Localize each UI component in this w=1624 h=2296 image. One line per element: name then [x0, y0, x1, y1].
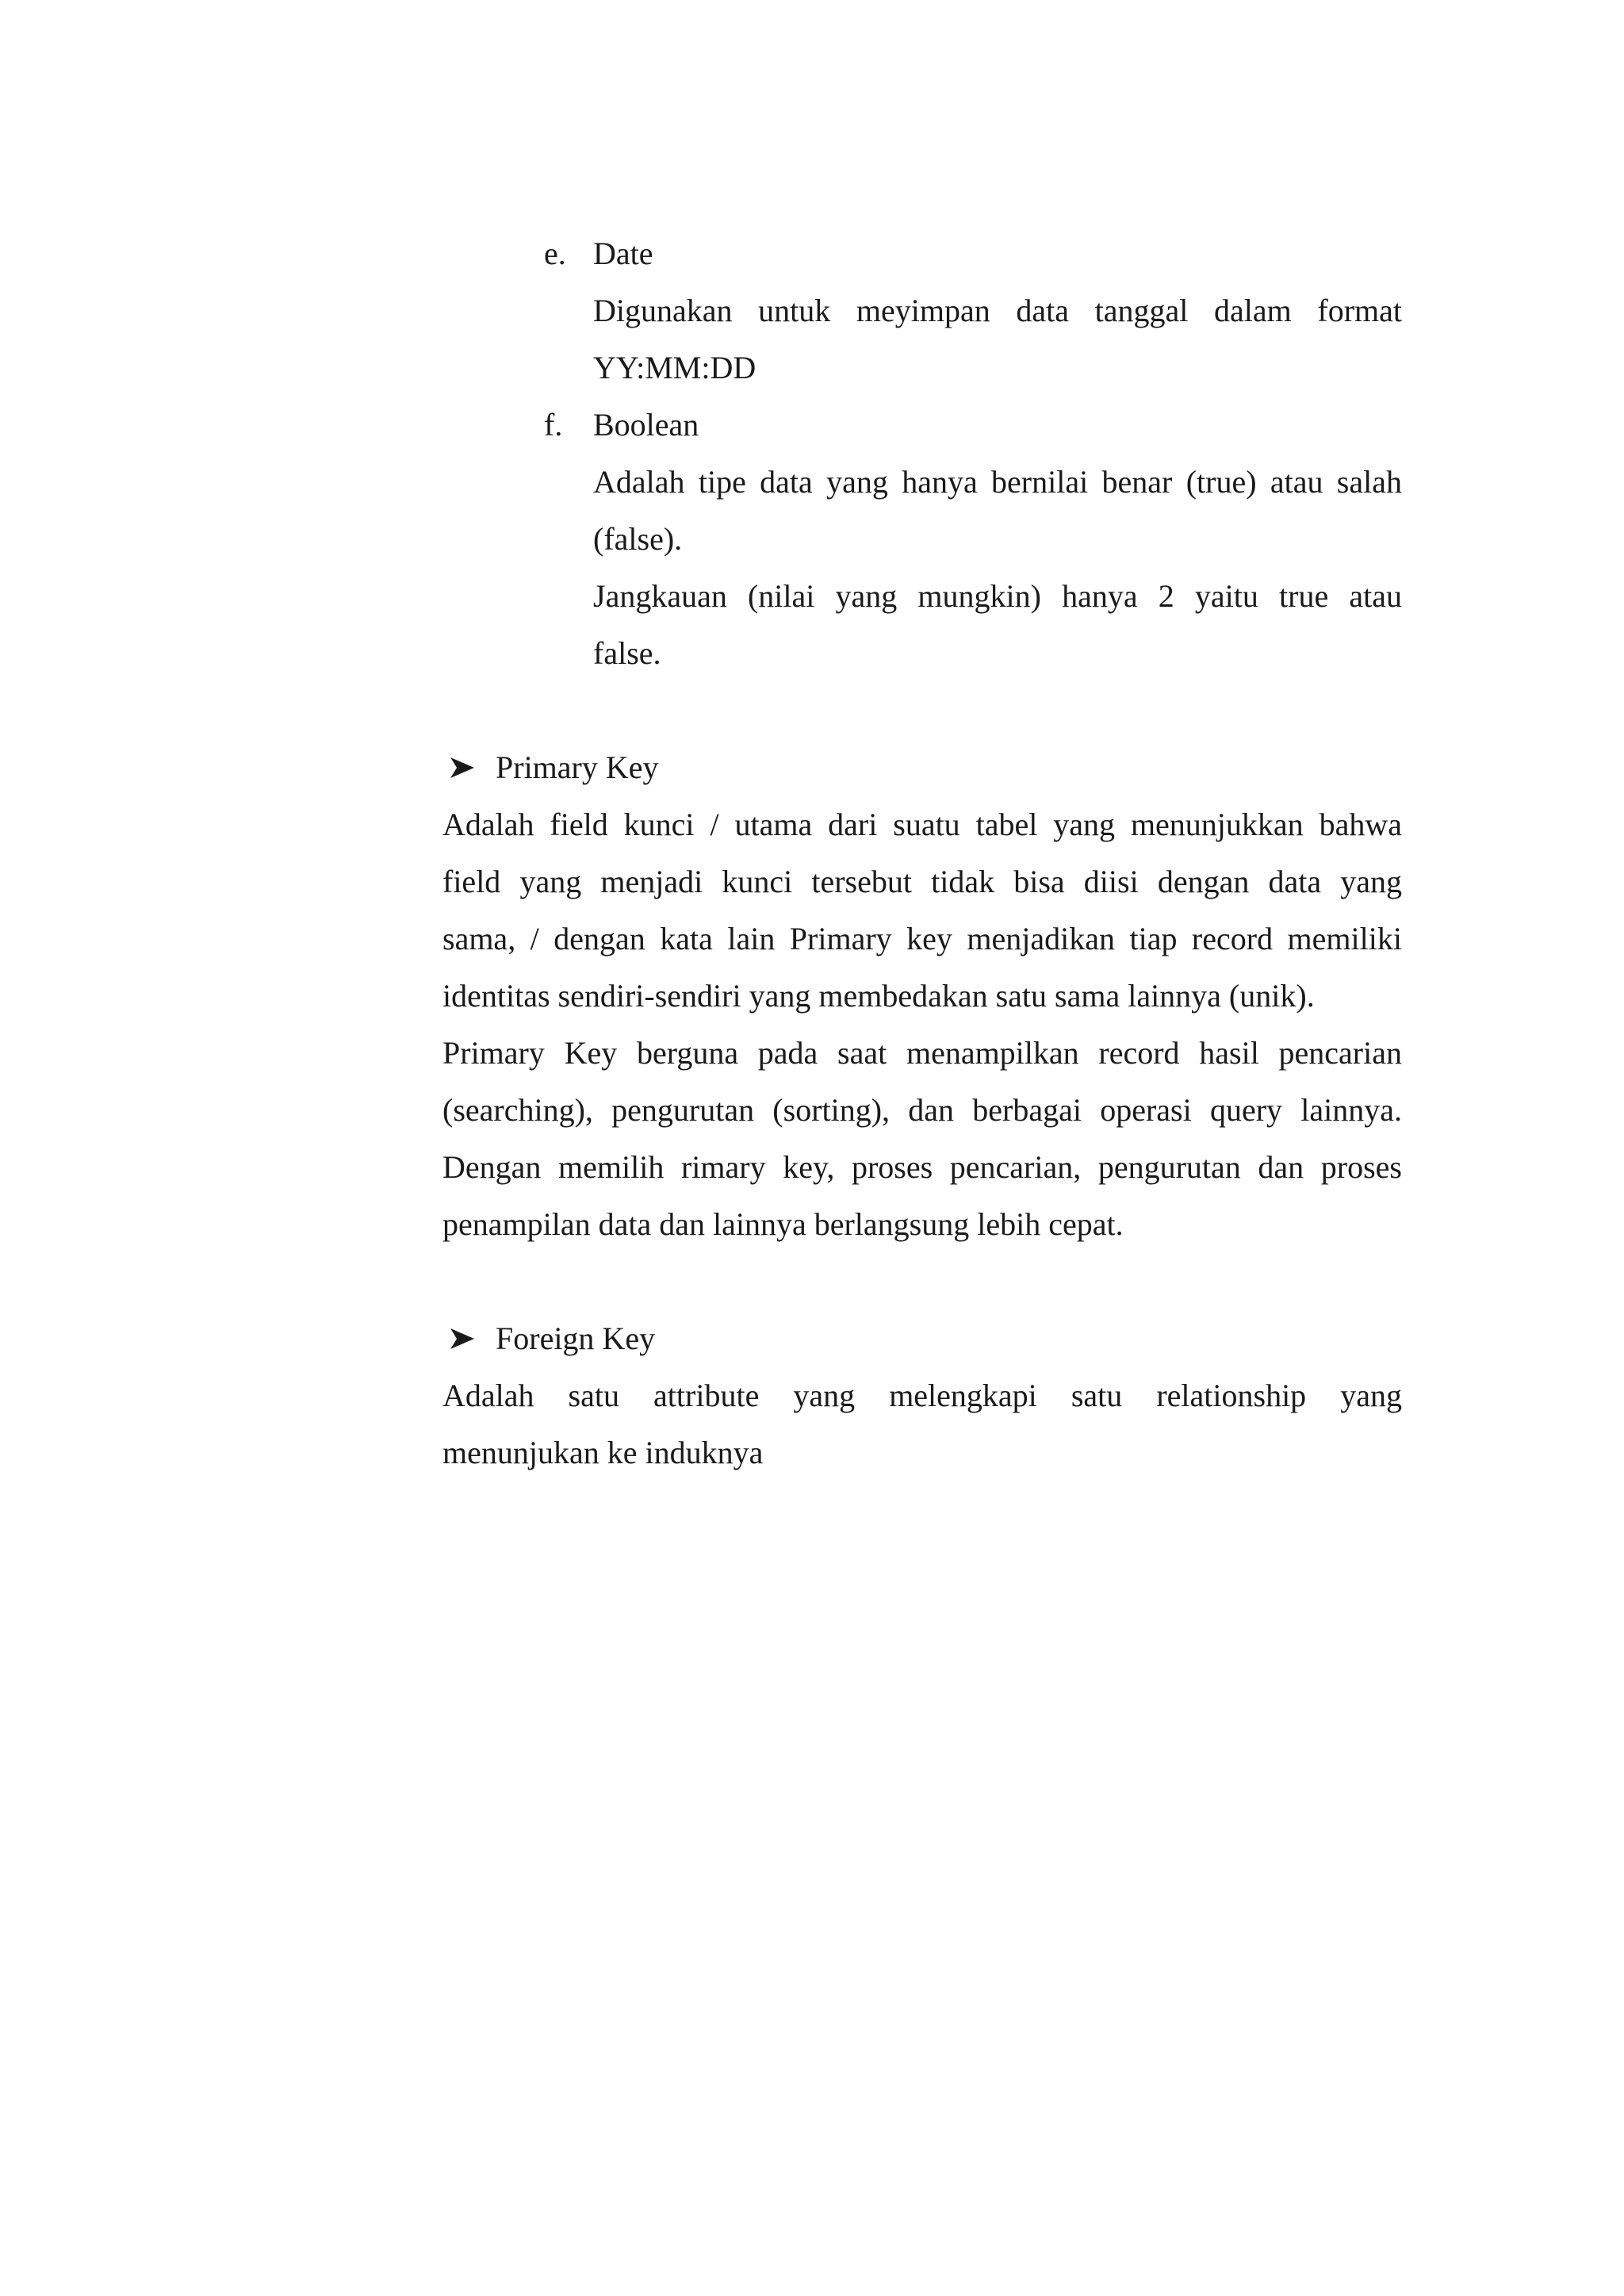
list-item-title-boolean: Boolean — [593, 407, 699, 443]
section-heading-foreign-key: Foreign Key — [496, 1320, 656, 1356]
paragraph-line: menunjukan ke induknya — [442, 1435, 764, 1470]
section-heading-primary-key: Primary Key — [496, 749, 659, 785]
list-item-line: (false). — [593, 521, 683, 557]
paragraph-line: sama, / dengan kata lain Primary key menjadikan tiap record memiliki — [442, 921, 1402, 956]
list-item-line: Adalah tipe data yang hanya bernilai benar (true) atau salah — [593, 464, 1402, 500]
list-marker-f: f. — [544, 407, 563, 443]
list-item-line: false. — [593, 635, 661, 671]
paragraph-line: Adalah satu attribute yang melengkapi satu relationship yang — [442, 1378, 1402, 1413]
paragraph-line: penampilan data dan lainnya berlangsung lebih cepat. — [442, 1206, 1124, 1242]
list-item-line: Digunakan untuk meyimpan data tanggal dalam format — [593, 293, 1402, 328]
list-item-line: YY:MM:DD — [593, 350, 756, 385]
paragraph-line: Primary Key berguna pada saat menampilkan record hasil pencarian — [442, 1035, 1402, 1071]
paragraph-line: (searching), pengurutan (sorting), dan berbagai operasi query lainnya. — [442, 1092, 1402, 1128]
paragraph-line: Adalah field kunci / utama dari suatu tabel yang menunjukkan bahwa — [442, 807, 1402, 842]
arrow-bullet-icon — [449, 756, 476, 780]
paragraph-line: identitas sendiri-sendiri yang membedakan satu sama lainnya (unik). — [442, 978, 1315, 1014]
list-item-line: Jangkauan (nilai yang mungkin) hanya 2 yaitu true atau — [593, 578, 1402, 614]
list-item-title-date: Date — [593, 236, 653, 271]
paragraph-line: field yang menjadi kunci tersebut tidak bisa diisi dengan data yang — [442, 864, 1402, 899]
paragraph-line: Dengan memilih rimary key, proses pencarian, pengurutan dan proses — [442, 1149, 1402, 1185]
list-marker-e: e. — [544, 236, 566, 271]
arrow-bullet-icon — [449, 1327, 476, 1351]
